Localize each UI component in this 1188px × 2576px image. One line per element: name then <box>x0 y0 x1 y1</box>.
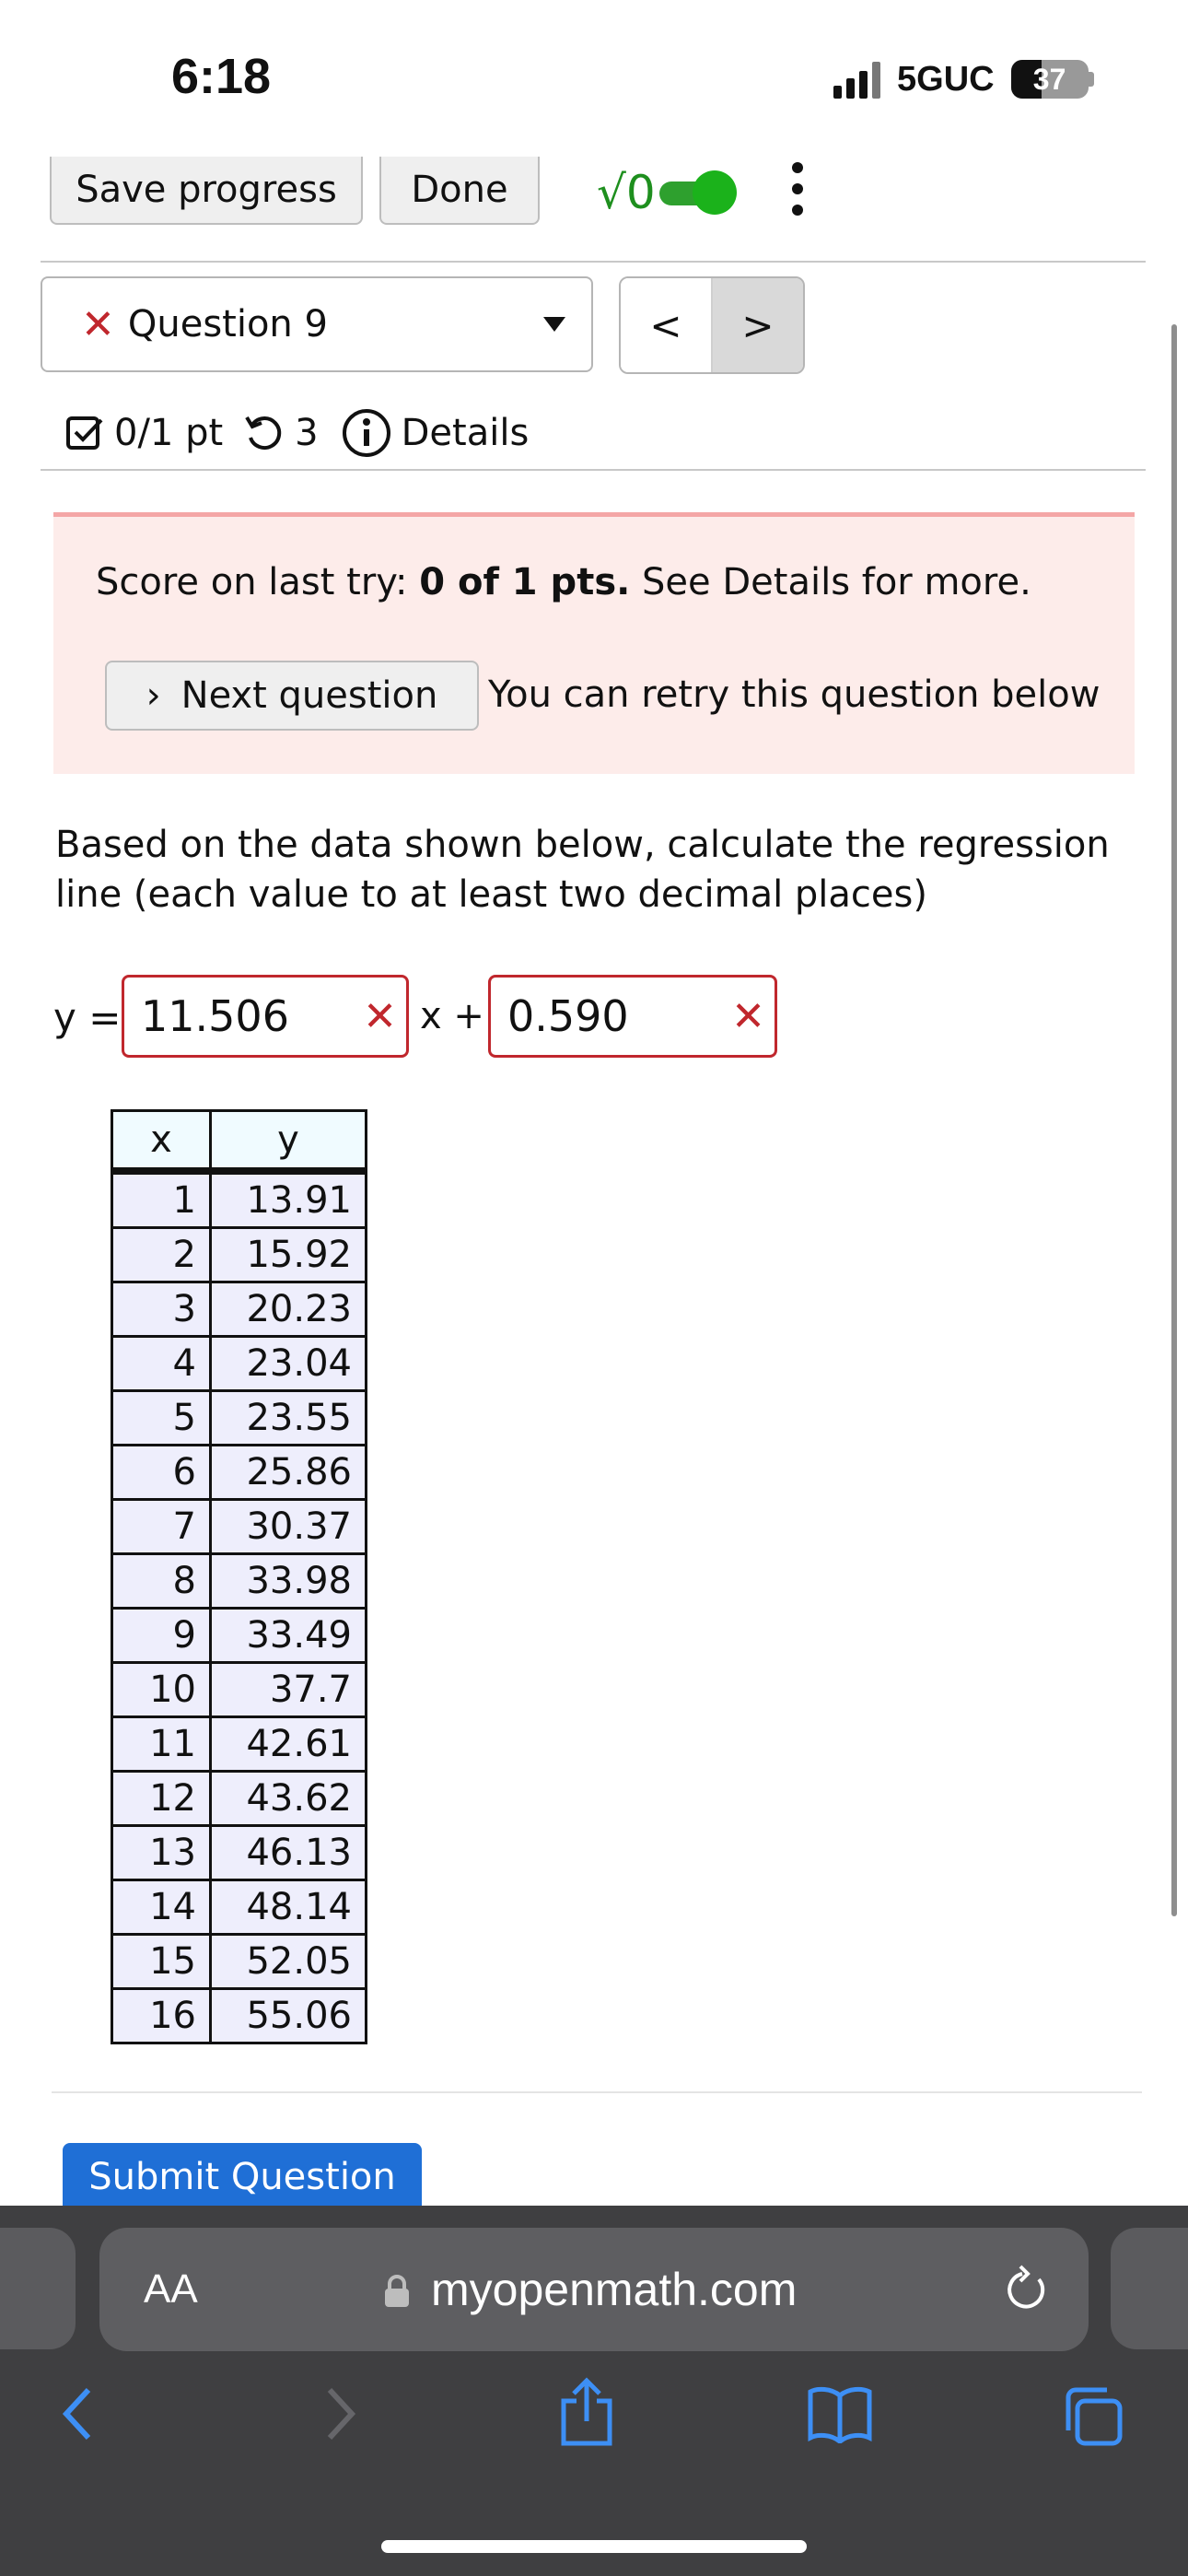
forward-icon[interactable] <box>322 2384 359 2447</box>
status-indicators <box>833 53 1094 105</box>
intercept-input[interactable] <box>488 975 777 1058</box>
table-row <box>112 1228 367 1282</box>
cell-x: 11 <box>112 1717 211 1772</box>
table-header-row <box>112 1111 367 1172</box>
table-row <box>112 1826 367 1880</box>
cell-x: 15 <box>112 1935 211 1989</box>
score-prefix: Score on last try: <box>96 561 420 603</box>
battery-level: 37 <box>1032 63 1066 96</box>
cell-x: 16 <box>112 1989 211 2043</box>
table-row <box>112 1337 367 1391</box>
next-question-button[interactable] <box>105 661 479 731</box>
table-row <box>112 1717 367 1772</box>
score-message <box>96 561 1031 603</box>
cell-y: 30.37 <box>211 1500 367 1554</box>
math-entry-toggle[interactable] <box>597 160 735 225</box>
cell-y: 42.61 <box>211 1717 367 1772</box>
cell-y: 46.13 <box>211 1826 367 1880</box>
cell-y: 43.62 <box>211 1772 367 1826</box>
details-link[interactable]: Details <box>401 412 530 454</box>
intercept-value: 0.590 <box>507 991 629 1041</box>
points-text: 0/1 pt <box>114 412 224 454</box>
cell-x: 13 <box>112 1826 211 1880</box>
cell-x: 14 <box>112 1880 211 1935</box>
retries-count: 3 <box>295 412 319 454</box>
cell-y: 37.7 <box>211 1663 367 1717</box>
column-header-y: y <box>211 1111 367 1172</box>
dropdown-caret-icon <box>543 317 565 332</box>
home-indicator <box>381 2540 807 2553</box>
battery-icon <box>1011 60 1094 99</box>
retry-message: You can retry this question below <box>488 673 1101 716</box>
cell-x: 12 <box>112 1772 211 1826</box>
table-row <box>112 1554 367 1609</box>
score-line <box>64 405 529 461</box>
score-value: 0 of 1 pts. <box>419 561 631 603</box>
table-row <box>112 1391 367 1446</box>
divider <box>52 2091 1142 2093</box>
score-alert <box>53 512 1135 774</box>
cell-y: 20.23 <box>211 1282 367 1337</box>
table-row <box>112 1609 367 1663</box>
incorrect-icon: ✕ <box>731 992 765 1040</box>
cell-x: 9 <box>112 1609 211 1663</box>
cell-y: 48.14 <box>211 1880 367 1935</box>
cell-y: 23.55 <box>211 1391 367 1446</box>
question-select-label: Question 9 <box>127 303 328 345</box>
network-label: 5GUC <box>897 59 995 99</box>
cell-y: 23.04 <box>211 1337 367 1391</box>
next-tab-preview[interactable] <box>1111 2228 1188 2349</box>
toggle-switch[interactable] <box>659 174 735 211</box>
sqrt-icon: √0 <box>597 166 656 219</box>
cell-y: 25.86 <box>211 1446 367 1500</box>
address-bar[interactable] <box>99 2228 1089 2351</box>
equation-prefix: y = <box>53 995 122 1040</box>
bookmarks-icon[interactable] <box>807 2384 873 2447</box>
cell-x: 4 <box>112 1337 211 1391</box>
question-prompt: Based on the data shown below, calculate the regression line (each value to at least two decimal places) <box>55 824 1110 916</box>
slope-input[interactable] <box>122 975 409 1058</box>
chevron-right-icon: › <box>146 674 161 717</box>
table-row <box>112 1935 367 1989</box>
data-table <box>111 1109 367 2044</box>
cell-x: 3 <box>112 1282 211 1337</box>
table-row <box>112 1171 367 1228</box>
next-question-arrow-button[interactable]: > <box>713 278 803 372</box>
cell-y: 55.06 <box>211 1989 367 2043</box>
url-text: myopenmath.com <box>431 2264 798 2315</box>
slope-value: 11.506 <box>141 991 289 1041</box>
cell-y: 15.92 <box>211 1228 367 1282</box>
cell-y: 33.98 <box>211 1554 367 1609</box>
status-time: 6:18 <box>171 49 272 104</box>
cell-x: 5 <box>112 1391 211 1446</box>
text-size-button[interactable]: AA <box>144 2266 198 2312</box>
cell-y: 33.49 <box>211 1609 367 1663</box>
cell-y: 52.05 <box>211 1935 367 1989</box>
cell-y: 13.91 <box>211 1171 367 1228</box>
prev-question-button[interactable]: < <box>621 278 713 372</box>
divider <box>41 261 1146 263</box>
next-question-label: Next question <box>181 674 438 717</box>
incorrect-icon: ✕ <box>363 992 397 1040</box>
tabs-icon[interactable] <box>1061 2384 1125 2453</box>
info-icon[interactable] <box>341 407 392 459</box>
table-row <box>112 1500 367 1554</box>
signal-icon <box>833 60 880 99</box>
cell-x: 2 <box>112 1228 211 1282</box>
save-progress-button[interactable]: Save progress <box>50 157 363 225</box>
cell-x: 8 <box>112 1554 211 1609</box>
question-select[interactable] <box>41 276 593 372</box>
divider <box>41 469 1146 471</box>
cell-x: 6 <box>112 1446 211 1500</box>
lock-icon <box>383 2274 411 2313</box>
table-row <box>112 1772 367 1826</box>
cell-x: 7 <box>112 1500 211 1554</box>
scrollbar[interactable] <box>1171 324 1177 1916</box>
table-row <box>112 1880 367 1935</box>
table-row <box>112 1282 367 1337</box>
back-icon[interactable] <box>59 2384 96 2447</box>
share-icon[interactable] <box>558 2377 615 2451</box>
submit-question-button[interactable]: Submit Question <box>63 2143 422 2211</box>
reload-icon[interactable] <box>1002 2265 1052 2318</box>
equation-middle: x + <box>420 995 484 1037</box>
checkbox-icon <box>64 413 105 453</box>
done-button[interactable]: Done <box>379 157 540 225</box>
table-row <box>112 1446 367 1500</box>
table-row <box>112 1989 367 2043</box>
browser-bottom-bar <box>0 2384 1188 2458</box>
cell-x: 10 <box>112 1663 211 1717</box>
score-suffix: See Details for more. <box>630 561 1031 603</box>
column-header-x: x <box>112 1111 211 1172</box>
retry-icon <box>243 412 285 454</box>
table-row <box>112 1663 367 1717</box>
previous-tab-preview[interactable] <box>0 2228 76 2349</box>
more-options-icon[interactable] <box>779 157 816 221</box>
cell-x: 1 <box>112 1171 211 1228</box>
question-pager <box>619 276 805 374</box>
incorrect-icon: ✕ <box>81 300 115 348</box>
